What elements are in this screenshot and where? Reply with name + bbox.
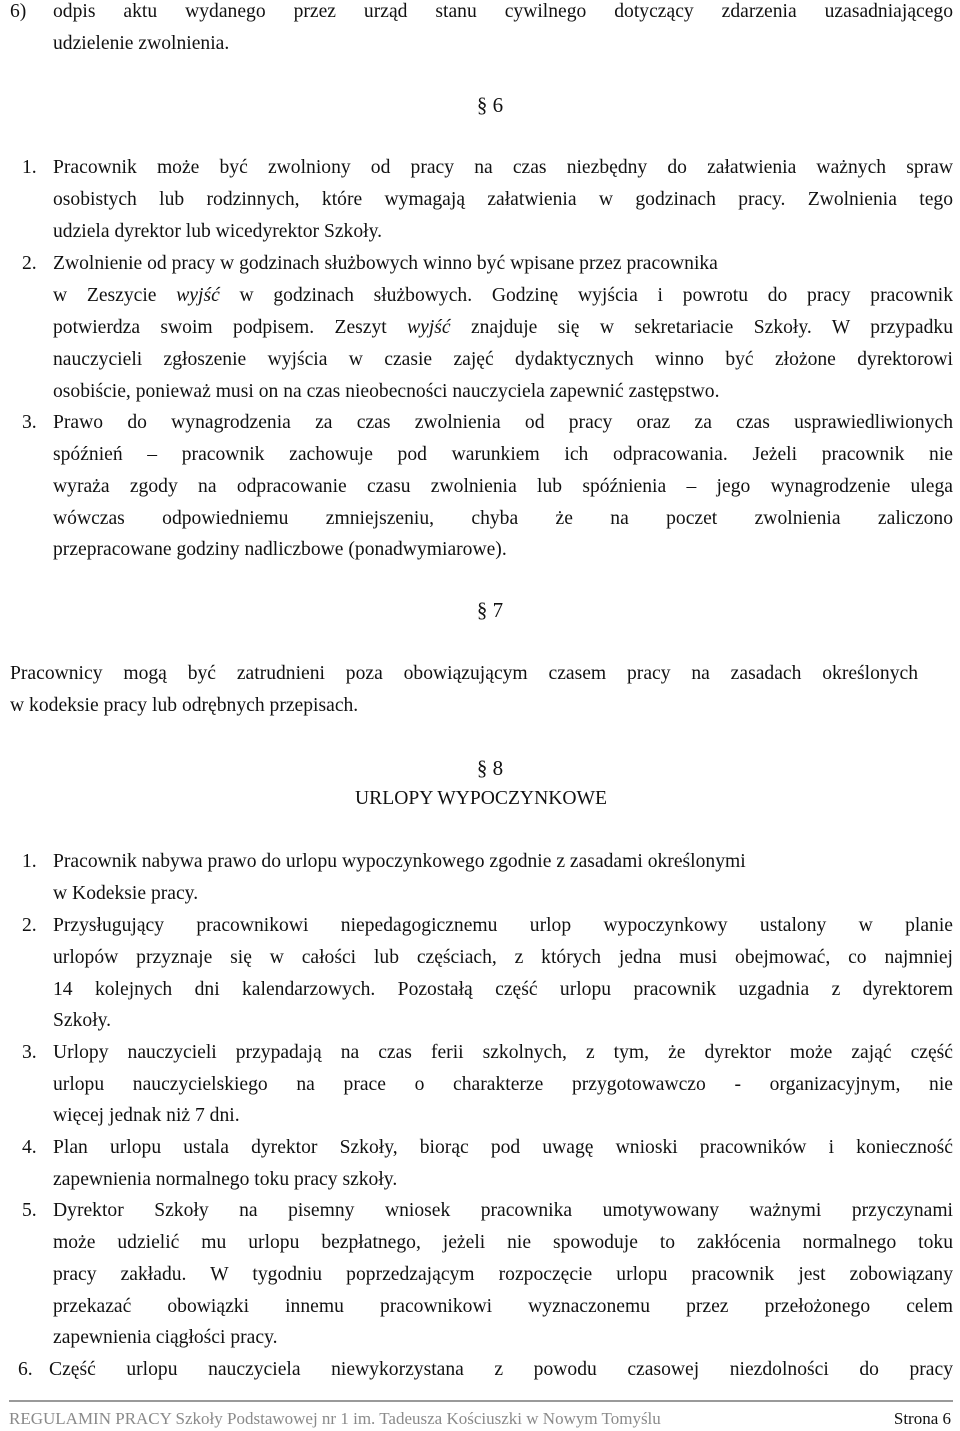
text-line: nauczycieli zgłoszenie wyjścia w czasie zajęć dydaktycznych winno być złożone dyrektorowi (53, 350, 953, 370)
text-line: przekazać obowiązki innemu pracownikowi wyznaczonemu przez przełożonego celem (53, 1297, 953, 1317)
list-number: 1. (22, 157, 37, 178)
text-line: wyraża zgody na odpracowanie czasu zwolnienia lub spóźnienia – jego wynagrodzenie ulega (53, 477, 953, 497)
text-line: Urlopy nauczycieli przypadają na czas ferii szkolnych, z tym, że dyrektor może zająć część (53, 1043, 953, 1063)
text-line: zapewnienia ciągłości pracy. (53, 1327, 278, 1348)
text-line: Dyrektor Szkoły na pisemny wniosek pracownika umotywowany ważnymi przyczynami (53, 1201, 953, 1221)
text-line: urlopów przyznaje się w całości lub częściach, z których jedna musi obejmować, co najmniej (53, 948, 953, 968)
text-line: więcej jednak niż 7 dni. (53, 1105, 240, 1126)
text-line: w Zeszycie wyjść w godzinach służbowych. Godzinę wyjścia i powrotu do pracy pracownik (53, 286, 953, 306)
text-line: Szkoły. (53, 1010, 112, 1031)
text-line: Zwolnienie od pracy w godzinach służbowych winno być wpisane przez pracownika (53, 253, 718, 274)
list-number: 5. (22, 1200, 37, 1221)
text-line: Pracownik nabywa prawo do urlopu wypoczynkowego zgodnie z zasadami określonymi (53, 851, 746, 872)
text-line: urlopu nauczycielskiego na prace o charakterze przygotowawczo - organizacyjnym, nie (53, 1075, 953, 1095)
text-line: Pracownik może być zwolniony od pracy na czas niezbędny do załatwienia ważnych spraw (53, 158, 953, 178)
text-line: wówczas odpowiedniemu zmniejszeniu, chyba że na poczet zwolnienia zaliczono (53, 509, 953, 529)
list-number: 6. (18, 1359, 33, 1380)
text-line: Plan urlopu ustala dyrektor Szkoły, biorąc pod uwagę wnioski pracowników i konieczność (53, 1138, 953, 1158)
text-line: osobiście, ponieważ musi on na czas nieobecności nauczyciela zapewnić zastępstwo. (53, 381, 720, 402)
section-heading: § 7 (476, 598, 504, 622)
section-title: URLOPY WYPOCZYNKOWE (355, 788, 607, 809)
footer-title: REGULAMIN PRACY Szkoły Podstawowej nr 1 im. Tadeusza Kościuszki w Nowym Tomyślu (9, 1409, 661, 1428)
list-number: 2. (22, 253, 37, 274)
text-line: Pracownicy mogą być zatrudnieni poza obowiązującym czasem pracy na zasadach określonych (10, 664, 918, 684)
text-line: Przysługujący pracownikowi niepedagogicznemu urlop wypoczynkowy ustalony w planie (53, 916, 953, 936)
section-heading: § 8 (476, 756, 504, 780)
list-number: 6) (10, 1, 27, 22)
list-number: 2. (22, 915, 37, 936)
text-line: 14 kolejnych dni kalendarzowych. Pozostałą część urlopu pracownik uzgadnia z dyrektorem (53, 980, 953, 1000)
list-number: 4. (22, 1137, 37, 1158)
list-number: 1. (22, 851, 37, 872)
text-line: przepracowane godziny nadliczbowe (ponadwymiarowe). (53, 539, 507, 560)
text-line: pracy zakładu. W tygodniu poprzedzającym rozpoczęcie urlopu pracownik jest zobowiązany (53, 1265, 953, 1285)
section-heading: § 6 (476, 93, 504, 117)
text-line: może udzielić mu urlopu bezpłatnego, jeżeli nie spowoduje to zakłócenia normalnego toku (53, 1233, 953, 1253)
list-number: 3. (22, 1042, 37, 1063)
text-line: spóźnień – pracownik zachowuje pod warunkiem ich odpracowania. Jeżeli pracownik nie (53, 445, 953, 465)
text-line: osobistych lub rodzinnych, które wymagają załatwienia w godzinach pracy. Zwolnienia tego (53, 190, 953, 210)
text-line: udziela dyrektor lub wicedyrektor Szkoły. (53, 221, 382, 242)
text-line: udzielenie zwolnienia. (53, 33, 230, 54)
text-line: w kodeksie pracy lub odrębnych przepisach. (10, 695, 359, 716)
text-line: Prawo do wynagrodzenia za czas zwolnienia od pracy oraz za czas usprawiedliwionych (53, 413, 953, 433)
text-line: Część urlopu nauczyciela niewykorzystana z powodu czasowej niezdolności do pracy (49, 1360, 953, 1380)
text-line: zapewnienia normalnego toku pracy szkoły. (53, 1169, 398, 1190)
text-line: w Kodeksie pracy. (53, 883, 199, 904)
text-line: potwierdza swoim podpisem. Zeszyt wyjść znajduje się w sekretariacie Szkoły. W przypadku (53, 318, 953, 338)
list-number: 3. (22, 412, 37, 433)
page-number: Strona 6 (893, 1409, 951, 1428)
text-line: odpis aktu wydanego przez urząd stanu cywilnego dotyczący zdarzenia uzasadniającego (53, 2, 953, 22)
footer-divider (9, 1400, 953, 1402)
